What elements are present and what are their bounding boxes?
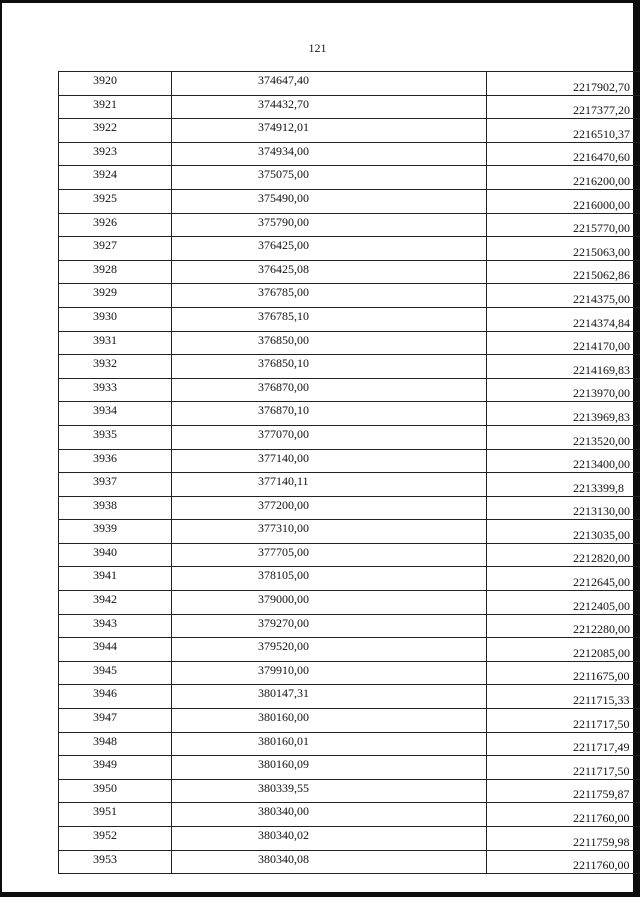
- x-coordinate-cell: 374647,40: [172, 72, 487, 96]
- y-coordinate-cell: 2213520,00: [487, 425, 640, 449]
- x-coordinate-cell: 376785,00: [172, 284, 487, 308]
- y-coordinate-cell: 2215770,00: [487, 213, 640, 237]
- y-coordinate-cell: 2212405,00: [487, 591, 640, 615]
- y-coordinate-cell: 2216470,60: [487, 142, 640, 166]
- document-page: [2, 3, 633, 892]
- y-coordinate-cell: 2213130,00: [487, 496, 640, 520]
- y-coordinate-cell: 2215062,86: [487, 260, 640, 284]
- table-row: [59, 543, 640, 567]
- table-row: [59, 614, 640, 638]
- y-coordinate-cell: 2211675,00: [487, 661, 640, 685]
- y-coordinate-cell: 2212085,00: [487, 638, 640, 662]
- x-coordinate-cell: 375075,00: [172, 166, 487, 190]
- point-number-cell: 3921: [59, 95, 172, 119]
- y-coordinate-cell: 2214170,00: [487, 331, 640, 355]
- x-coordinate-cell: 380160,00: [172, 709, 487, 733]
- y-coordinate-cell: 2211760,00: [487, 803, 640, 827]
- table-row: [59, 95, 640, 119]
- y-coordinate-cell: 2211759,87: [487, 779, 640, 803]
- table-row: [59, 189, 640, 213]
- point-number-cell: 3941: [59, 567, 172, 591]
- point-number-cell: 3947: [59, 709, 172, 733]
- y-coordinate-cell: 2212280,00: [487, 614, 640, 638]
- x-coordinate-cell: 378105,00: [172, 567, 487, 591]
- point-number-cell: 3950: [59, 779, 172, 803]
- y-coordinate-cell: 2211717,49: [487, 732, 640, 756]
- table-row: [59, 591, 640, 615]
- y-coordinate-cell: 2212820,00: [487, 543, 640, 567]
- y-coordinate-cell: 2216200,00: [487, 166, 640, 190]
- point-number-cell: 3932: [59, 355, 172, 379]
- table-row: [59, 425, 640, 449]
- point-number-cell: 3951: [59, 803, 172, 827]
- point-number-cell: 3931: [59, 331, 172, 355]
- table-row: [59, 72, 640, 96]
- table-row: [59, 827, 640, 851]
- x-coordinate-cell: 377140,00: [172, 449, 487, 473]
- table-row: [59, 237, 640, 261]
- y-coordinate-cell: 2216000,00: [487, 189, 640, 213]
- y-coordinate-cell: 2215063,00: [487, 237, 640, 261]
- table-row: [59, 496, 640, 520]
- point-number-cell: 3928: [59, 260, 172, 284]
- x-coordinate-cell: 374912,01: [172, 119, 487, 143]
- x-coordinate-cell: 380340,02: [172, 827, 487, 851]
- y-coordinate-cell: 2213399,8: [487, 473, 640, 497]
- point-number-cell: 3949: [59, 756, 172, 780]
- y-coordinate-cell: 2211715,33: [487, 685, 640, 709]
- point-number-cell: 3945: [59, 661, 172, 685]
- table-row: [59, 119, 640, 143]
- point-number-cell: 3940: [59, 543, 172, 567]
- x-coordinate-cell: 377140,11: [172, 473, 487, 497]
- x-coordinate-cell: 376785,10: [172, 307, 487, 331]
- point-number-cell: 3934: [59, 402, 172, 426]
- point-number-cell: 3938: [59, 496, 172, 520]
- point-number-cell: 3925: [59, 189, 172, 213]
- table-row: [59, 473, 640, 497]
- x-coordinate-cell: 377705,00: [172, 543, 487, 567]
- point-number-cell: 3926: [59, 213, 172, 237]
- point-number-cell: 3929: [59, 284, 172, 308]
- table-row: [59, 661, 640, 685]
- table-row: [59, 779, 640, 803]
- point-number-cell: 3948: [59, 732, 172, 756]
- table-row: [59, 307, 640, 331]
- x-coordinate-cell: 376870,10: [172, 402, 487, 426]
- point-number-cell: 3922: [59, 119, 172, 143]
- table-row: [59, 449, 640, 473]
- x-coordinate-cell: 374934,00: [172, 142, 487, 166]
- x-coordinate-cell: 375790,00: [172, 213, 487, 237]
- table-row: [59, 756, 640, 780]
- table-row: [59, 355, 640, 379]
- x-coordinate-cell: 374432,70: [172, 95, 487, 119]
- point-number-cell: 3927: [59, 237, 172, 261]
- y-coordinate-cell: 2217377,20: [487, 95, 640, 119]
- y-coordinate-cell: 2216510,37: [487, 119, 640, 143]
- y-coordinate-cell: 2211759,98: [487, 827, 640, 851]
- table-row: [59, 260, 640, 284]
- table-row: [59, 520, 640, 544]
- table-row: [59, 709, 640, 733]
- point-number-cell: 3942: [59, 591, 172, 615]
- x-coordinate-cell: 376870,00: [172, 378, 487, 402]
- page-number: 121: [308, 41, 327, 55]
- y-coordinate-cell: 2213400,00: [487, 449, 640, 473]
- x-coordinate-cell: 380147,31: [172, 685, 487, 709]
- x-coordinate-cell: 376850,00: [172, 331, 487, 355]
- y-coordinate-cell: 2211717,50: [487, 756, 640, 780]
- table-row: [59, 166, 640, 190]
- y-coordinate-cell: 2212645,00: [487, 567, 640, 591]
- table-row: [59, 213, 640, 237]
- table-row: [59, 402, 640, 426]
- y-coordinate-cell: 2211760,00: [487, 850, 640, 874]
- x-coordinate-cell: 379910,00: [172, 661, 487, 685]
- point-number-cell: 3924: [59, 166, 172, 190]
- table-row: [59, 803, 640, 827]
- point-number-cell: 3920: [59, 72, 172, 96]
- table-row: [59, 142, 640, 166]
- table-row: [59, 378, 640, 402]
- point-number-cell: 3946: [59, 685, 172, 709]
- point-number-cell: 3935: [59, 425, 172, 449]
- y-coordinate-cell: 2213969,83: [487, 402, 640, 426]
- y-coordinate-cell: 2213035,00: [487, 520, 640, 544]
- x-coordinate-cell: 377310,00: [172, 520, 487, 544]
- x-coordinate-cell: 380340,00: [172, 803, 487, 827]
- point-number-cell: 3952: [59, 827, 172, 851]
- coordinates-table: [58, 71, 640, 874]
- x-coordinate-cell: 379270,00: [172, 614, 487, 638]
- point-number-cell: 3939: [59, 520, 172, 544]
- x-coordinate-cell: 380340,08: [172, 850, 487, 874]
- x-coordinate-cell: 377200,00: [172, 496, 487, 520]
- point-number-cell: 3930: [59, 307, 172, 331]
- x-coordinate-cell: 376850,10: [172, 355, 487, 379]
- x-coordinate-cell: 379520,00: [172, 638, 487, 662]
- table-row: [59, 331, 640, 355]
- x-coordinate-cell: 380160,09: [172, 756, 487, 780]
- coordinates-table-body: [59, 72, 640, 874]
- x-coordinate-cell: 375490,00: [172, 189, 487, 213]
- table-row: [59, 732, 640, 756]
- y-coordinate-cell: 2213970,00: [487, 378, 640, 402]
- point-number-cell: 3923: [59, 142, 172, 166]
- point-number-cell: 3953: [59, 850, 172, 874]
- y-coordinate-cell: 2217902,70: [487, 72, 640, 96]
- y-coordinate-cell: 2211717,50: [487, 709, 640, 733]
- point-number-cell: 3936: [59, 449, 172, 473]
- point-number-cell: 3943: [59, 614, 172, 638]
- table-row: [59, 850, 640, 874]
- table-row: [59, 638, 640, 662]
- y-coordinate-cell: 2214374,84: [487, 307, 640, 331]
- y-coordinate-cell: 2214375,00: [487, 284, 640, 308]
- y-coordinate-cell: 2214169,83: [487, 355, 640, 379]
- table-row: [59, 567, 640, 591]
- x-coordinate-cell: 380339,55: [172, 779, 487, 803]
- point-number-cell: 3944: [59, 638, 172, 662]
- point-number-cell: 3937: [59, 473, 172, 497]
- x-coordinate-cell: 379000,00: [172, 591, 487, 615]
- table-row: [59, 685, 640, 709]
- table-row: [59, 284, 640, 308]
- x-coordinate-cell: 376425,00: [172, 237, 487, 261]
- point-number-cell: 3933: [59, 378, 172, 402]
- x-coordinate-cell: 376425,08: [172, 260, 487, 284]
- x-coordinate-cell: 377070,00: [172, 425, 487, 449]
- x-coordinate-cell: 380160,01: [172, 732, 487, 756]
